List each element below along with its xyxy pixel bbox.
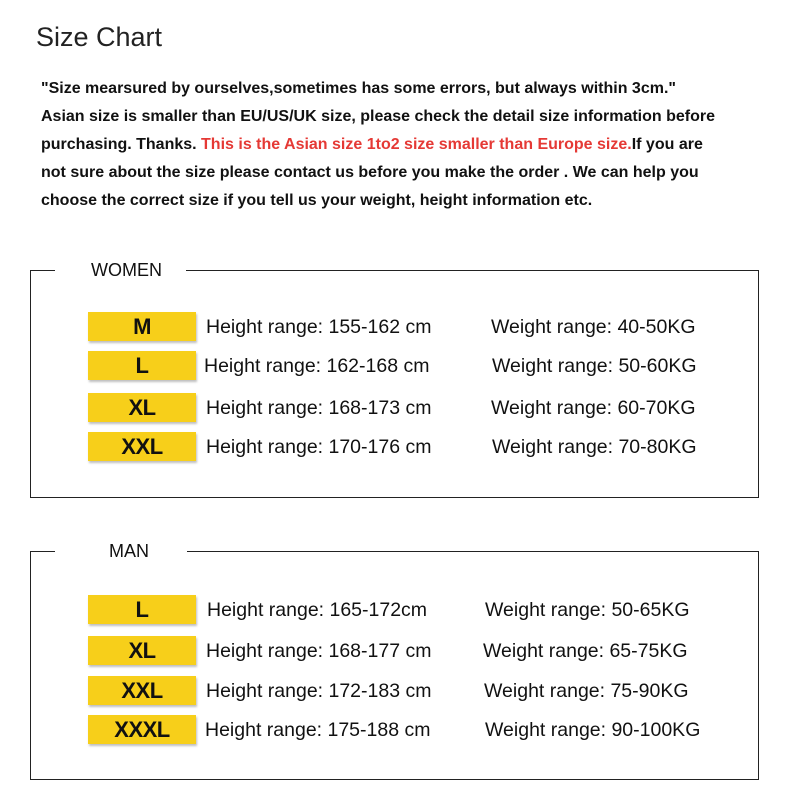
height-range: Height range: 155-162 cm: [206, 316, 432, 338]
size-badge: XXXL: [88, 715, 196, 744]
weight-range: Weight range: 50-65KG: [485, 599, 690, 621]
notice-line-2: Asian size is smaller than EU/US/UK size, please check the detail size information before: [41, 108, 715, 125]
size-badge: M: [88, 312, 196, 341]
size-notice: [41, 75, 771, 215]
asian-size-warning: This is the Asian size 1to2 size smaller than Europe size.: [201, 136, 632, 153]
size-badge: XL: [88, 636, 196, 665]
man-size-table: [30, 541, 759, 780]
height-range: Height range: 172-183 cm: [206, 680, 432, 702]
notice-line-5: choose the correct size if you tell us your weight, height information etc.: [41, 192, 593, 209]
notice-line-4: not sure about the size please contact us before you make the order . We can help you: [41, 164, 699, 181]
height-range: Height range: 175-188 cm: [205, 719, 431, 741]
women-row-xl: [31, 393, 758, 423]
weight-range: Weight range: 40-50KG: [491, 316, 696, 338]
women-row-xxl: [31, 432, 758, 462]
height-range: Height range: 165-172cm: [207, 599, 428, 621]
notice-line-1: "Size mearsured by ourselves,sometimes has some errors, but always within 3cm.": [41, 80, 676, 97]
size-badge: XXL: [88, 676, 196, 705]
height-range: Height range: 170-176 cm: [206, 436, 432, 458]
notice-line-3: [41, 131, 771, 159]
weight-range: Weight range: 65-75KG: [483, 640, 688, 662]
height-range: Height range: 168-173 cm: [206, 397, 432, 419]
height-range: Height range: 162-168 cm: [204, 355, 430, 377]
man-section-label: MAN: [55, 540, 187, 562]
man-row-xxl: [31, 676, 758, 706]
weight-range: Weight range: 90-100KG: [485, 719, 701, 741]
weight-range: Weight range: 75-90KG: [484, 680, 689, 702]
height-range: Height range: 168-177 cm: [206, 640, 432, 662]
women-row-m: [31, 312, 758, 342]
size-badge: L: [88, 351, 196, 380]
weight-range: Weight range: 70-80KG: [492, 436, 697, 458]
notice-line-3-end: If you are: [631, 136, 703, 153]
weight-range: Weight range: 60-70KG: [491, 397, 696, 419]
man-row-xl: [31, 636, 758, 666]
size-badge: XXL: [88, 432, 196, 461]
size-badge: L: [88, 595, 196, 624]
women-size-table: [30, 260, 759, 498]
weight-range: Weight range: 50-60KG: [492, 355, 697, 377]
notice-line-3-start: purchasing. Thanks.: [41, 136, 202, 153]
women-section-label: WOMEN: [55, 259, 186, 281]
page-title: Size Chart: [36, 22, 163, 52]
size-badge: XL: [88, 393, 196, 422]
women-row-l: [31, 351, 758, 381]
man-row-l: [31, 595, 758, 625]
man-row-xxxl: [31, 715, 758, 745]
